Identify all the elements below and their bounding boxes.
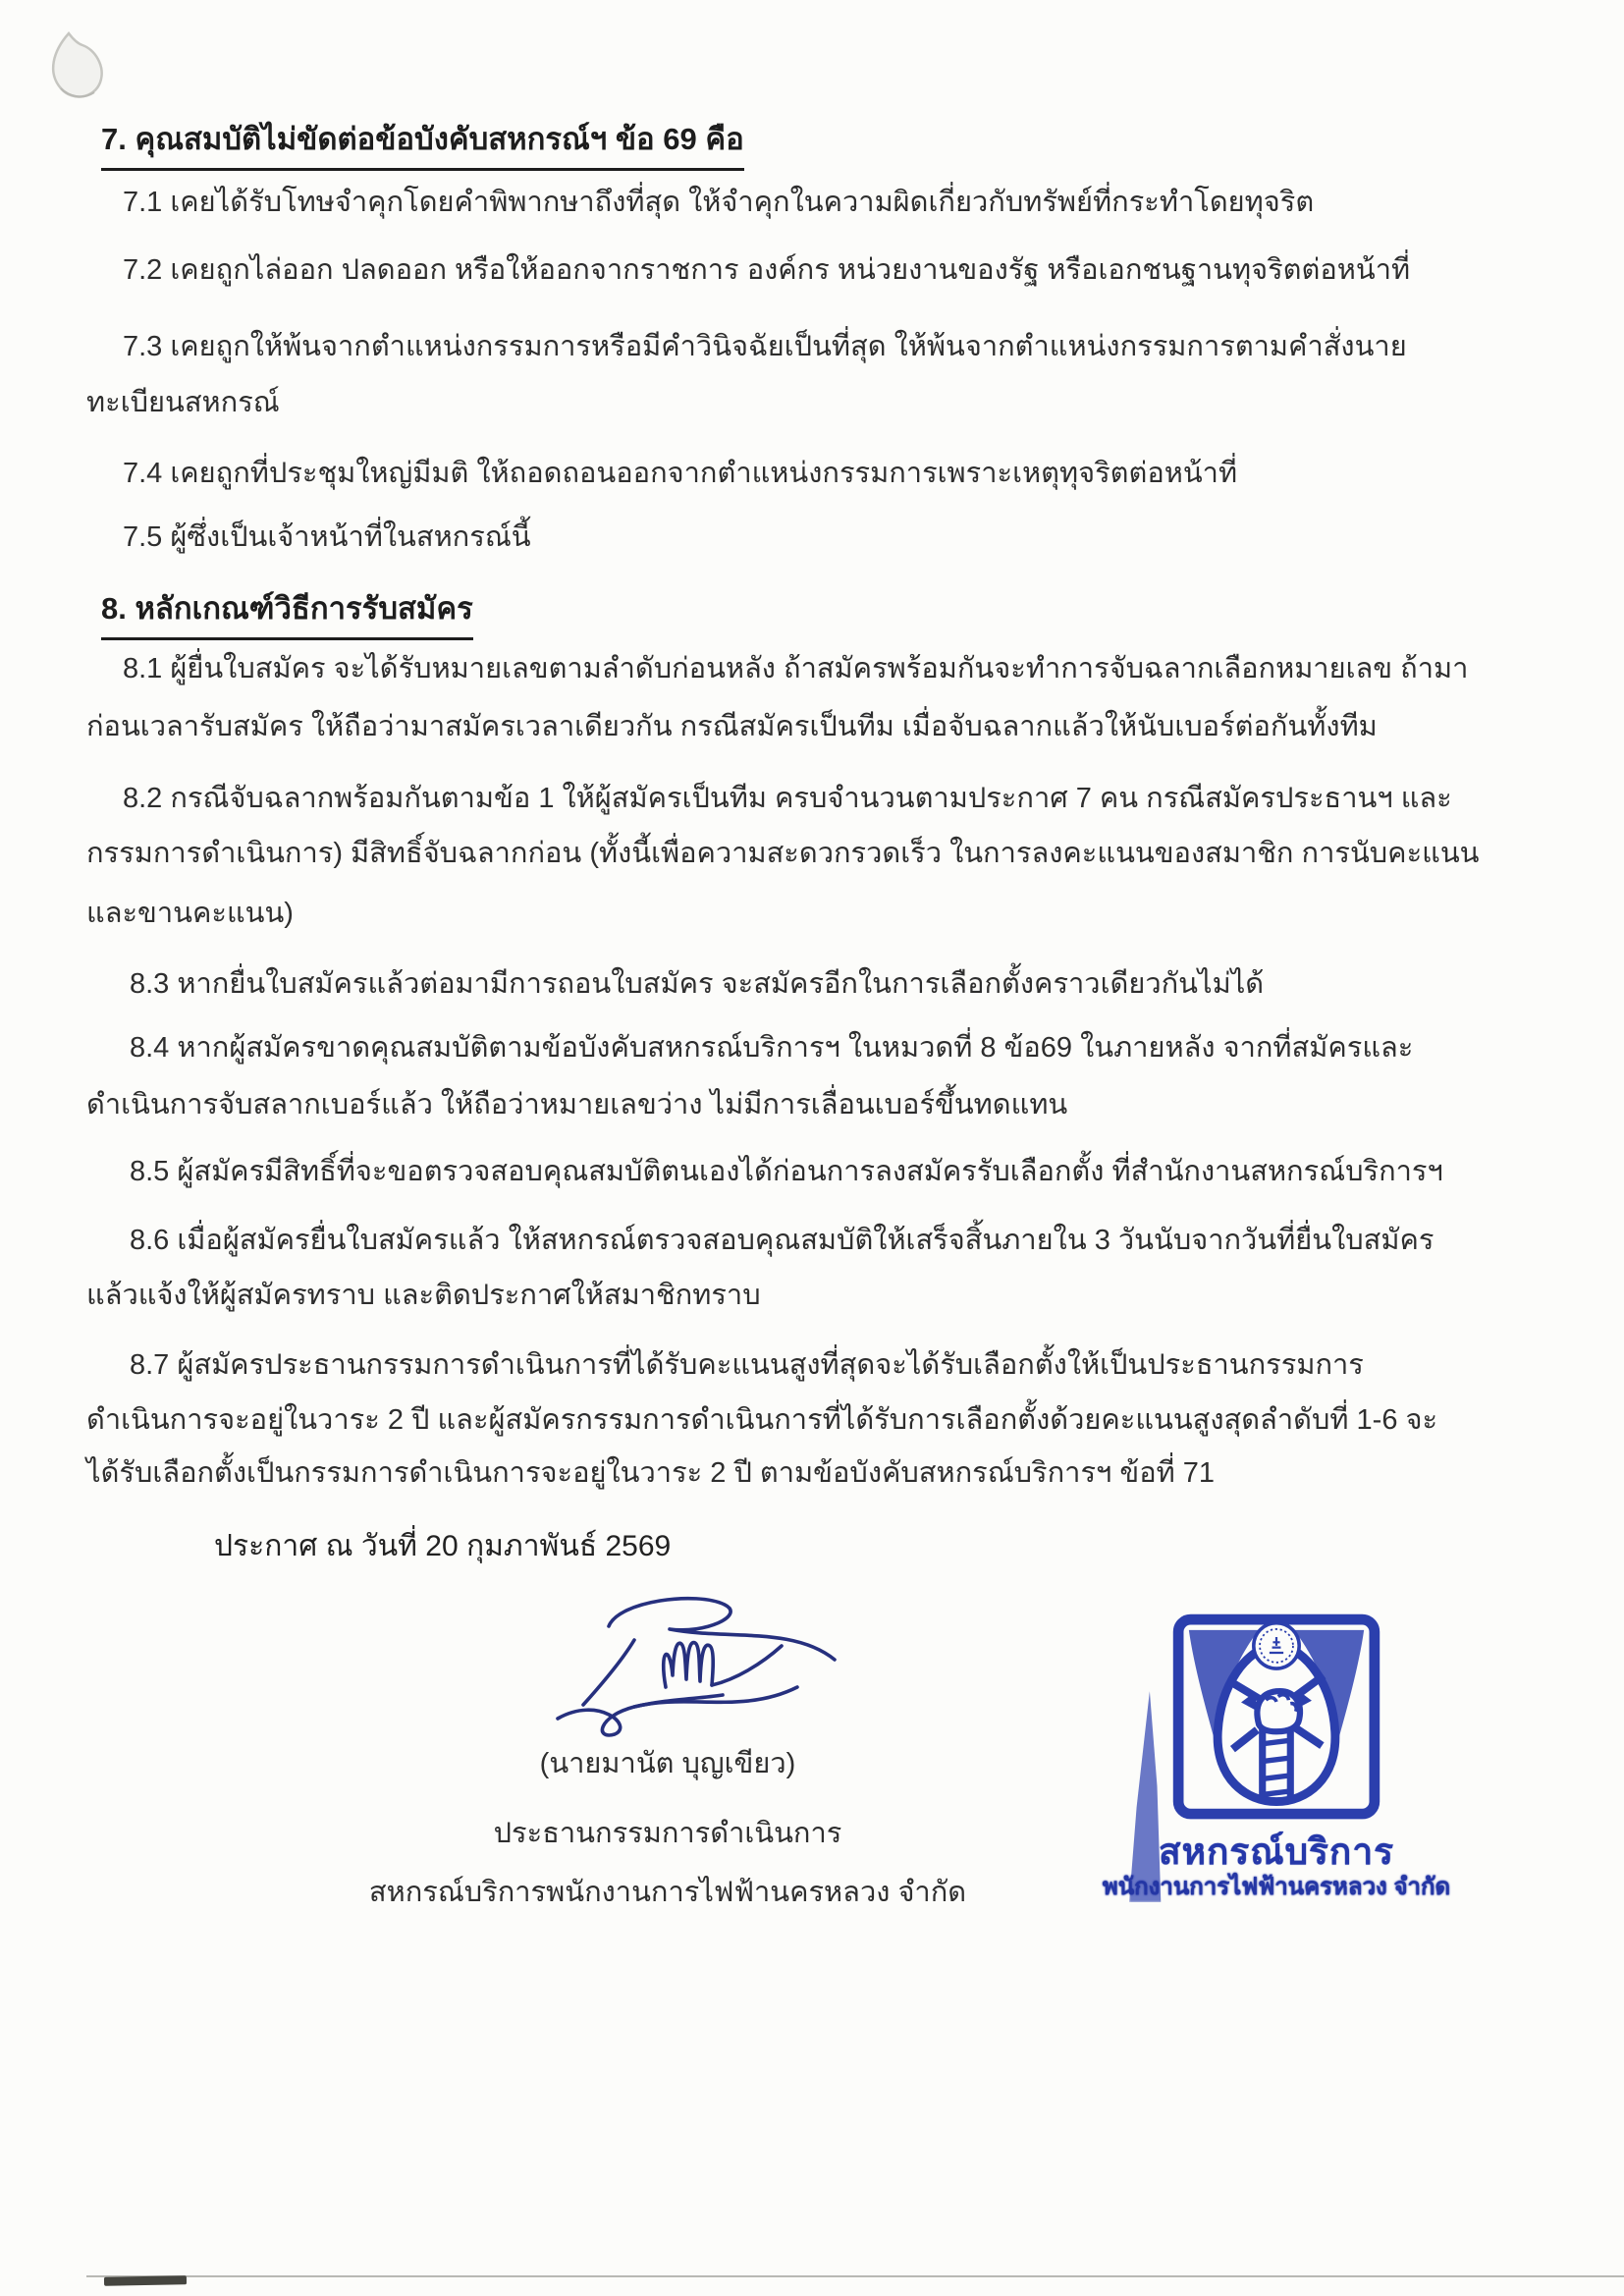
item-8-5: 8.5 ผู้สมัครมีสิทธิ์ที่จะขอตรวจสอบคุณสมบัติตนเองได้ก่อนการลงสมัครรับเลือกตั้ง ที่สำนักงานสหกรณ์บริการฯ (130, 1156, 1443, 1187)
item-8-6-line-1: 8.6 เมื่อผู้สมัครยื่นใบสมัครแล้ว ให้สหกรณ์ตรวจสอบคุณสมบัติให้เสร็จสิ้นภายใน 3 วันนับจากวันที่ยื่นใบสมัคร (130, 1225, 1435, 1256)
item-8-2-line-3: และขานคะแนน) (86, 898, 294, 929)
paper-fold-mark (18, 12, 145, 130)
scan-edge-line (86, 2275, 1624, 2277)
signatory-organization: สหกรณ์บริการพนักงานการไฟฟ้านครหลวง จำกัด (368, 1877, 967, 1908)
signatory-name: (นายมานัต บุญเขียว) (539, 1748, 796, 1779)
item-7-1: 7.1 เคยได้รับโทษจำคุกโดยคำพิพากษาถึงที่สุด ให้จำคุกในความผิดเกี่ยวกับทรัพย์ที่กระทำโดยทุจริต (123, 187, 1315, 218)
item-7-2: 7.2 เคยถูกไล่ออก ปลดออก หรือให้ออกจากราชการ องค์กร หน่วยงานของรัฐ หรือเอกชนฐานทุจริตต่อหน้าที่ (123, 254, 1411, 286)
item-7-5: 7.5 ผู้ซึ่งเป็นเจ้าหน้าที่ในสหกรณ์นี้ (123, 521, 531, 553)
item-8-7-line-1: 8.7 ผู้สมัครประธานกรรมการดำเนินการที่ได้รับคะแนนสูงที่สุดจะได้รับเลือกตั้งให้เป็นประธานกรรมการ (130, 1349, 1364, 1381)
section-8-heading: 8. หลักเกณฑ์วิธีการรับสมัคร (101, 583, 473, 640)
item-8-4-line-2: ดำเนินการจับสลากเบอร์แล้ว ให้ถือว่าหมายเลขว่าง ไม่มีการเลื่อนเบอร์ขึ้นทดแทน (86, 1089, 1068, 1121)
item-8-2-line-1: 8.2 กรณีจับฉลากพร้อมกันตามข้อ 1 ให้ผู้สมัครเป็นทีม ครบจำนวนตามประกาศ 7 คน กรณีสมัครประธานฯ และ (123, 783, 1452, 814)
scan-edge-mark (104, 2275, 187, 2285)
item-8-4-line-1: 8.4 หากผู้สมัครขาดคุณสมบัติตามข้อบังคับสหกรณ์บริการฯ ในหมวดที่ 8 ข้อ69 ในภายหลัง จากที่สมัครและ (130, 1032, 1414, 1064)
cooperative-stamp-icon (1171, 1613, 1381, 1823)
item-8-3: 8.3 หากยื่นใบสมัครแล้วต่อมามีการถอนใบสมัคร จะสมัครอีกในการเลือกตั้งคราวเดียวกันไม่ได้ (130, 968, 1265, 1000)
item-7-3-line-1: 7.3 เคยถูกให้พ้นจากตำแหน่งกรรมการหรือมีคำวินิจฉัยเป็นที่สุด ให้พ้นจากตำแหน่งกรรมการตามคำสั่งนาย (123, 331, 1407, 362)
section-7-heading: 7. คุณสมบัติไม่ขัดต่อข้อบังคับสหกรณ์ฯ ข้อ 69 คือ (101, 114, 744, 171)
stamp-name-line: สหกรณ์บริการ (1159, 1831, 1394, 1872)
item-8-7-line-2: ดำเนินการจะอยู่ในวาระ 2 ปี และผู้สมัครกรรมการดำเนินการที่ได้รับการเลือกตั้งด้วยคะแนนสูงสุดลำดับที่ 1-6 จะ (86, 1404, 1438, 1436)
item-8-6-line-2: แล้วแจ้งให้ผู้สมัครทราบ และติดประกาศให้สมาชิกทราบ (86, 1280, 761, 1311)
stamp-org-line: พนักงานการไฟฟ้านครหลวง จำกัด (1102, 1874, 1451, 1900)
issued-date-line: ประกาศ ณ วันที่ 20 กุมภาพันธ์ 2569 (214, 1530, 672, 1562)
signatory-title: ประธานกรรมการดำเนินการ (493, 1818, 842, 1849)
signature-ink (540, 1589, 854, 1756)
item-7-3-line-2: ทะเบียนสหกรณ์ (86, 387, 280, 418)
item-8-1-line-1: 8.1 ผู้ยื่นใบสมัคร จะได้รับหมายเลขตามลำดับก่อนหลัง ถ้าสมัครพร้อมกันจะทำการจับฉลากเลือกหมายเลข ถ้ามา (123, 653, 1469, 684)
item-8-2-line-2: กรรมการดำเนินการ) มีสิทธิ์จับฉลากก่อน (ทั้งนี้เพื่อความสะดวกรวดเร็ว ในการลงคะแนนของสมาชิก การนับคะแนน (86, 838, 1480, 869)
item-7-4: 7.4 เคยถูกที่ประชุมใหญ่มีมติ ให้ถอดถอนออกจากตำแหน่งกรรมการเพราะเหตุทุจริตต่อหน้าที่ (123, 458, 1238, 489)
item-8-7-line-3: ได้รับเลือกตั้งเป็นกรรมการดำเนินการจะอยู่ในวาระ 2 ปี ตามข้อบังคับสหกรณ์บริการฯ ข้อที่ 71 (86, 1457, 1216, 1489)
item-8-1-line-2: ก่อนเวลารับสมัคร ให้ถือว่ามาสมัครเวลาเดียวกัน กรณีสมัครเป็นทีม เมื่อจับฉลากแล้วให้นับเบอร์ต่อกันทั้งทีม (86, 711, 1378, 742)
